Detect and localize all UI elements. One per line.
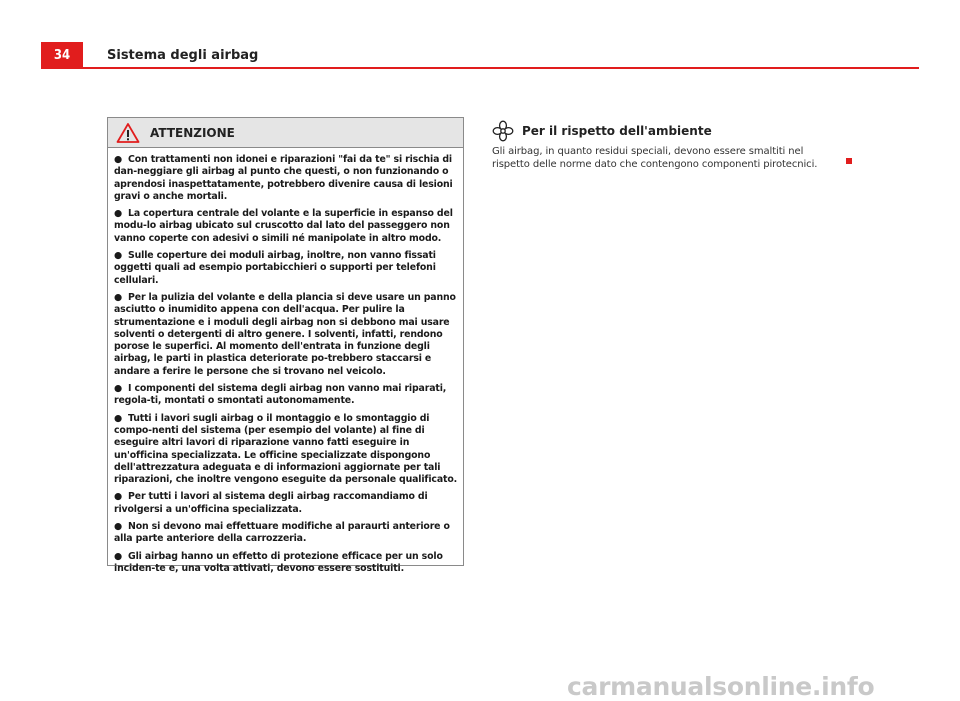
flower-environment-icon [492, 120, 514, 142]
bullet-icon: ● [114, 521, 123, 533]
warning-item-text: Sulle coperture dei moduli airbag, inoltre, non vanno fissati oggetti quali ad esempio portabicchieri o supporti per telefoni cellulari. [114, 250, 436, 286]
bullet-icon: ● [114, 250, 123, 262]
environment-title: Per il rispetto dell'ambiente [522, 124, 712, 138]
warning-item-text: Tutti i lavori sugli airbag o il montaggio e lo smontaggio di compo-nenti del sistema (per esempio del volante) al fine di eseguire altri lavori di riparazione vanno fatti eseguire in un'officina specializzata. Le officine specializzate dispongono dell'attrezzatura adeguata e di informazioni aggiornate per tali riparazioni, che inoltre vengono eseguite da personale qualificato. [114, 412, 458, 486]
warning-item [114, 521, 459, 546]
warning-header [108, 118, 463, 148]
warning-item-text: Non si devono mai effettuare modifiche al paraurti anteriore o alla parte anteriore della carrozzeria. [114, 521, 450, 545]
warning-box [107, 117, 464, 574]
warning-triangle-icon [116, 122, 140, 144]
warning-item-text: Per la pulizia del volante e della plancia si deve usare un panno asciutto o inumidito appena con dell'acqua. Per pulire la strumentazione e i moduli degli airbag non si debbono mai usare solventi o detergenti di altro genere. I solventi, infatti, rendono porose le superfici. Al momento dell'entrata in funzione degli airbag, le parti in plastica deteriorate po-trebbero staccarsi e andare a ferire le persone che si trovano nel veicolo. [114, 291, 456, 377]
page-number: 34 [41, 42, 83, 68]
bullet-icon: ● [114, 383, 123, 395]
bullet-icon: ● [114, 208, 123, 220]
warning-item [114, 250, 459, 287]
warning-item [114, 383, 459, 408]
warning-item-text: I componenti del sistema degli airbag non vanno mai riparati, regola-ti, montati o smontati autonomamente. [114, 383, 447, 407]
bullet-icon: ● [114, 291, 123, 303]
header-divider [41, 67, 919, 69]
bullet-icon: ● [114, 154, 123, 165]
warning-item [114, 491, 459, 516]
environment-text: Gli airbag, in quanto residui speciali, devono essere smaltiti nel rispetto delle norme dato che contengono componenti pirotecnici. [492, 146, 818, 170]
bullet-icon: ● [114, 491, 123, 503]
warning-title: ATTENZIONE [150, 125, 235, 140]
watermark: carmanualsonline.info [567, 672, 875, 701]
warning-item [114, 292, 459, 378]
warning-item [114, 551, 459, 576]
section-title: Sistema degli airbag [107, 48, 259, 63]
warning-item [114, 413, 459, 487]
warning-item-text: La copertura centrale del volante e la superficie in espanso del modu-lo airbag ubicato sul cruscotto dal lato del passeggero non vanno coperte con adesivi o simili né manipolate in altro modo. [114, 208, 453, 244]
warning-item-text: Gli airbag hanno un effetto di protezione efficace per un solo inciden-te e, una volta attivati, devono essere sostituiti. [114, 550, 443, 574]
section-end-mark [846, 158, 852, 164]
warning-item [114, 208, 459, 245]
warning-item [114, 154, 459, 203]
warning-item-text: Con trattamenti non idonei e riparazioni "fai da te" si rischia di dan-neggiare gli airbag al punto che questi, o non funzionando o aprendosi inaspettatamente, potrebbero divenire causa di lesioni gravi o anche mortali. [114, 154, 453, 202]
bullet-icon: ● [114, 412, 123, 424]
warning-item-text: Per tutti i lavori al sistema degli airbag raccomandiamo di rivolgersi a un'officina specializzata. [114, 491, 428, 515]
bullet-icon: ● [114, 550, 123, 562]
warning-list [108, 148, 463, 575]
environment-note [492, 120, 832, 171]
